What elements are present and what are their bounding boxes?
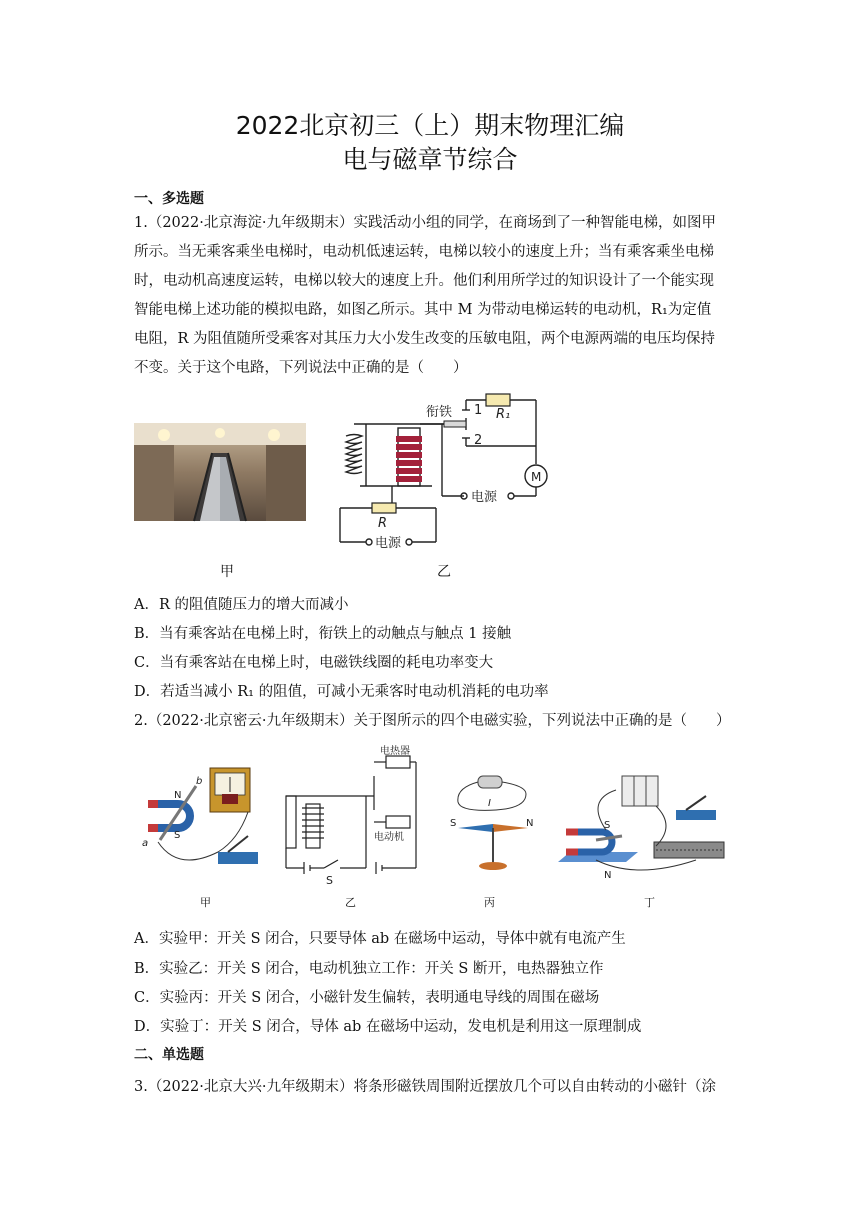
q2-fig-label-yi: 乙 [345,896,356,909]
q1-fig-label-yi: 乙 [437,564,451,580]
heater-label: 电热器 [380,746,410,757]
r-label: R [378,516,388,531]
q1-option-d: D．若适当减小 R₁ 的阻值，可减小无乘客时电动机消耗的电功率 [134,684,549,700]
armature-label: 衔铁 [426,405,453,420]
q1-option-c: C．当有乘客站在电梯上时，电磁铁线圈的耗电功率变大 [134,655,494,671]
bing-current-label: I [488,798,491,809]
yi-switch-label: S [326,874,333,887]
contact-1-label: 1 [474,403,483,418]
q2-fig-label-jia: 甲 [200,896,211,909]
q1-option-b: B．当有乘客站在电梯上时，衔铁上的动触点与触点 1 接触 [134,626,512,642]
bing-s-label: S [450,818,457,829]
q1-fig-label-jia: 甲 [220,564,234,580]
relay-circuit-diagram [336,386,552,554]
jia-b-label: b [196,776,203,787]
q1-line-1: 1.（2022·北京海淀·九年级期末）实践活动小组的同学，在商场到了一种智能电梯，如图甲 [134,215,716,231]
jia-s-label: S [174,830,181,841]
r1-label: R₁ [496,407,511,422]
experiment-bing-oersted [448,768,538,880]
experiment-jia-induction [138,764,270,880]
q2-stem: 2.（2022·北京密云·九年级期末）关于图所示的四个电磁实验，下列说法中正确的是（ ） [134,713,731,729]
motor-label: M [531,470,542,484]
experiment-ding-motor [556,770,726,882]
bing-n-label: N [526,818,534,829]
section-heading-single-choice: 二、单选题 [134,1047,204,1063]
q2-fig-label-bing: 丙 [484,896,495,909]
motor-label-q2: 电动机 [374,832,404,843]
ding-n-label: N [604,870,612,881]
section-heading-multiple-choice: 一、多选题 [134,191,204,207]
page-title-line1: 2022北京初三（上）期末物理汇编 [235,111,625,140]
q1-option-a: A．R 的阻值随压力的增大而减小 [134,597,349,613]
q2-fig-label-ding: 丁 [644,896,655,909]
q1-line-2: 所示。当无乘客乘坐电梯时，电动机低速运转，电梯以较小的速度上升；当有乘客乘坐电梯 [134,244,714,260]
q2-option-c: C．实验丙：开关 S 闭合，小磁针发生偏转，表明通电导线的周围在磁场 [134,990,600,1006]
q1-line-3: 时，电动机高速度运转，电梯以较大的速度上升。他们利用所学过的知识设计了一个能实现 [134,273,714,289]
experiment-yi-relay [282,746,422,887]
power-label-bottom: 电源 [375,536,402,551]
power-label-right: 电源 [471,490,498,505]
page-title-line2: 电与磁章节综合 [342,145,518,174]
q3-stem: 3.（2022·北京大兴·九年级期末）将条形磁铁周围附近摆放几个可以自由转动的小磁针（涂 [134,1079,716,1095]
q1-line-6: 不变。关于这个电路，下列说法中正确的是（ ） [134,360,468,376]
elevator-photo [134,423,306,521]
q2-option-b: B．实验乙：开关 S 闭合，电动机独立工作：开关 S 断开，电热器独立作 [134,961,604,977]
contact-2-label: 2 [474,433,483,448]
q2-option-d: D．实验丁：开关 S 闭合，导体 ab 在磁场中运动，发电机是利用这一原理制成 [134,1019,642,1035]
q1-line-5: 电阻，R 为阻值随所受乘客对其压力大小发生改变的压敏电阻，两个电源两端的电压均保持 [134,331,716,347]
jia-n-label: N [174,790,182,801]
ding-s-label: S [604,820,611,831]
q2-option-a: A．实验甲：开关 S 闭合，只要导体 ab 在磁场中运动，导体中就有电流产生 [134,931,626,947]
q1-line-4: 智能电梯上述功能的模拟电路，如图乙所示。其中 M 为带动电梯运转的电动机，R₁为定值 [134,302,712,318]
jia-a-label: a [142,838,149,849]
